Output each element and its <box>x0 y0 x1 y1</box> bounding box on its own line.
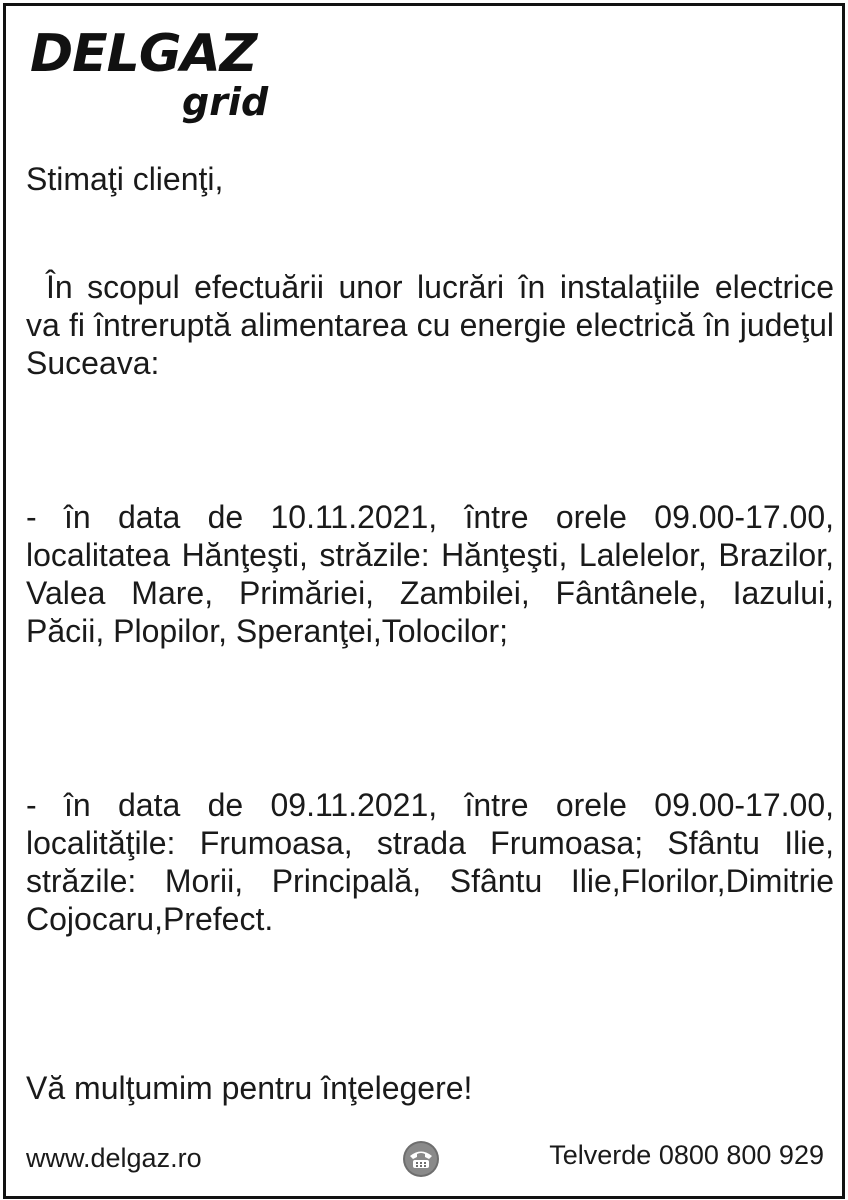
salutation: Stimaţi clienţi, <box>26 161 224 197</box>
outage-item-1: - în data de 10.11.2021, între orele 09.00-17.00, localitatea Hănţeşti, străzile: Hănţeşti, Lalelelor, Brazilor, Valea Mare, Primăriei, Zambilei, Fântânele, Iazului, Păcii, Plopilor, Speranţei,Tolocilor; <box>26 499 834 649</box>
intro-text: În scopul efectuării unor lucrări în instalaţiile electrice va fi întreruptă alimentarea cu energie electrică în judeţul Suceava: <box>26 269 834 381</box>
logo-sub: grid <box>182 80 269 124</box>
hotline-number: Telverde 0800 800 929 <box>549 1140 824 1170</box>
logo-brand: DELGAZ <box>30 24 257 84</box>
telephone-icon <box>402 1140 440 1178</box>
intro-paragraph <box>26 268 834 382</box>
notice-frame <box>3 3 845 1199</box>
website-link[interactable]: www.delgaz.ro <box>26 1143 202 1173</box>
outage-item-2: - în data de 09.11.2021, între orele 09.00-17.00, localităţile: Frumoasa, strada Frumoasa; Sfântu Ilie, străzile: Morii, Principală, Sfântu Ilie,Florilor,Dimitrie Cojocaru,Prefect. <box>26 787 834 937</box>
delgaz-grid-logo <box>30 24 300 134</box>
closing-text: Vă mulţumim pentru înţelegere! <box>26 1070 473 1106</box>
